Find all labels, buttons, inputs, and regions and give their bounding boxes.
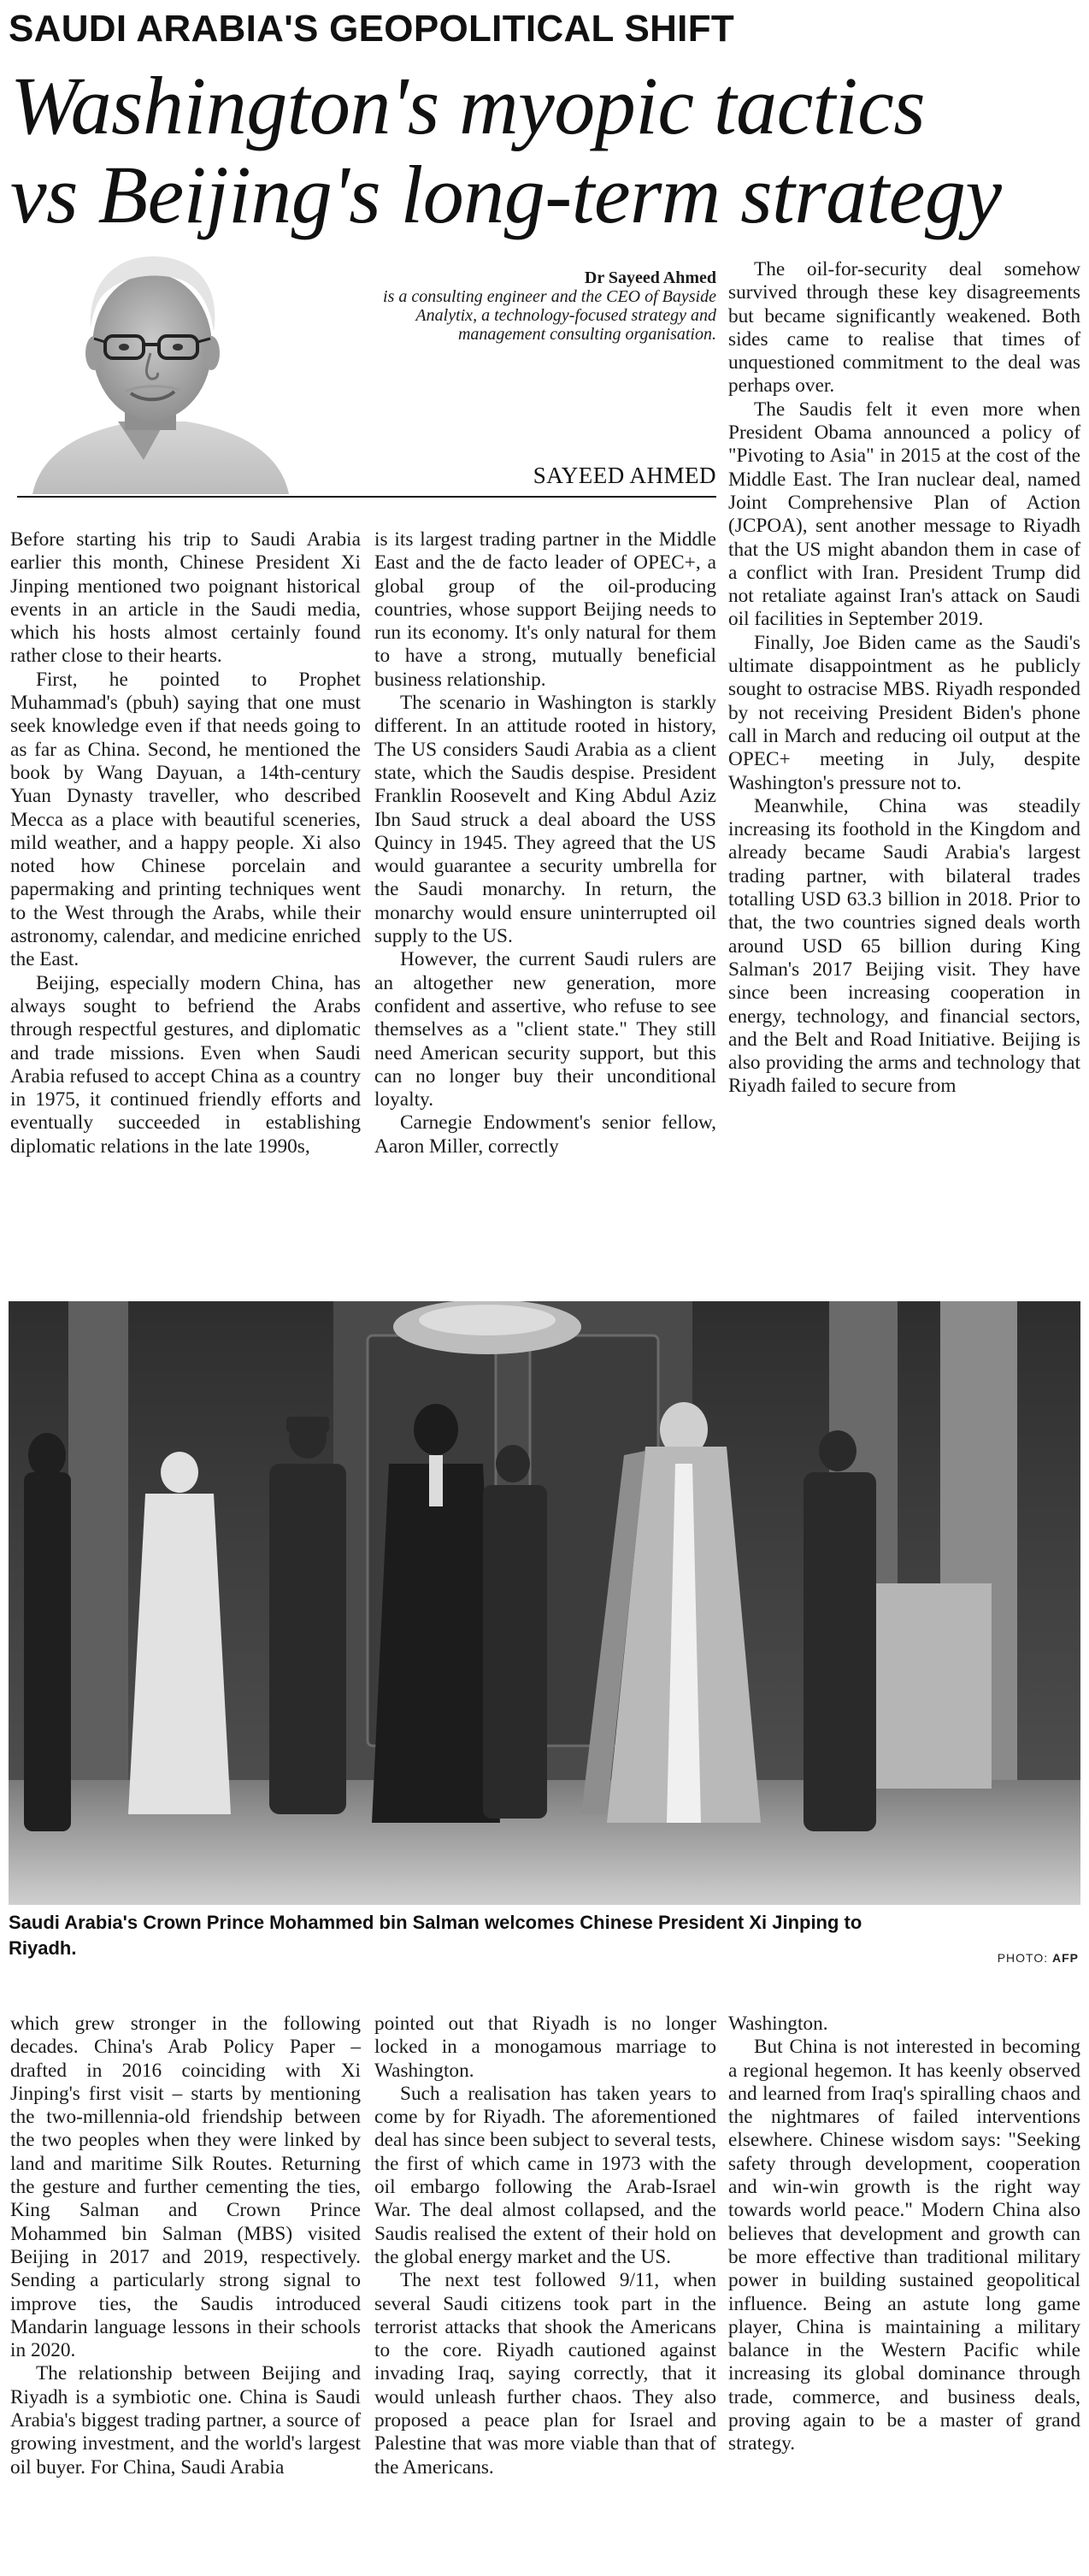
paragraph: But China is not interested in becoming a regional hegemon. It has keenly observed and learned from Iraq's spiralling chaos and the nightmares of failed interventions elsewhere. Chinese wisdom says: "Seeking safety through development, cooperation and win-win growth is the right way towards world peace." Modern China also believes that development and growth can be more effective than traditional military power in building sustained geopolitical influence. Being an astute long game player, China is maintaining a military balance in the Western Pacific while increasing its global dominance through trade, commerce, and business deals, proving again to be a master of grand strategy. <box>728 2036 1080 2455</box>
paragraph: The scenario in Washington is starkly different. In an attitude rooted in history, The US considers Saudi Arabia as a client state, which the Saudis despise. President Franklin Roosevelt and King Abdul Aziz Ibn Saud struck a deal aboard the USS Quincy in 1945. They agreed that the US would guarantee a security umbrella for the Saudi monarchy. In return, the monarchy would ensure uninterrupted oil supply to the US. <box>374 692 716 948</box>
author-bio <box>359 268 716 344</box>
paragraph: is its largest trading partner in the Middle East and the de facto leader of OPEC+, a global group of the oil-producing countries, whose support Beijing needs to run its economy. It's only natural for them to have a strong, mutually beneficial business relationship. <box>374 528 716 691</box>
paragraph: which grew stronger in the following decades. China's Arab Policy Paper – drafted in 2016 coinciding with Xi Jinping's first visit – starts by mentioning the two-millennia-old friendship between the two peoples when they were linked by land and maritime Silk Routes. Returning the gesture and further cementing the ties, King Salman and Crown Prince Mohammed bin Salman (MBS) visited Beijing in 2017 and 2019, respectively. Sending a particularly strong signal to improve ties, the Saudis introduced Mandarin language lessons in their schools in 2020. <box>10 2013 361 2362</box>
photo-credit <box>998 1951 1079 1965</box>
paragraph: Beijing, especially modern China, has always sought to befriend the Arabs through respectful gestures, and diplomatic and trade missions. Even when Saudi Arabia refused to accept China as a country in 1975, it continued friendly efforts and eventually succeeded in establishing diplomatic relations in the late 1990s, <box>10 971 361 1158</box>
headline-line-2: vs Beijing's long-term strategy <box>10 149 1002 240</box>
bottom-column-1 <box>10 2013 361 2479</box>
paragraph: First, he pointed to Prophet Muhammad's (pbuh) saying that one must seek knowledge even if that needs going to as far as China. Second, he mentioned the book by Wang Dayuan, a 14th-century Yuan Dynasty traveller, who described Mecca as a place with beautiful sceneries, mild weather, and a happy people. Xi also noted how Chinese porcelain and papermaking and printing techniques went to the West through the Arabs, while their astronomy, calendar, and medicine enriched the East. <box>10 668 361 971</box>
paragraph: Meanwhile, China was steadily increasing its foothold in the Kingdom and already became Saudi Arabia's largest trading partner, with bilateral trades totalling USD 63.3 billion in 2018. Prior to that, the two countries signed deals worth around USD 65 billion during King Salman's 2017 Beijing visit. They have since been increasing cooperation in energy, technology, and financial sectors, and the Belt and Road Initiative. Beijing is also providing the arms and technology that Riyadh failed to secure from <box>728 794 1080 1098</box>
byline: SAYEED AHMED <box>533 463 716 488</box>
top-column-2 <box>374 528 716 1158</box>
paragraph: The relationship between Beijing and Riyadh is a symbiotic one. China is Saudi Arabia's biggest trading partner, a source of growing investment, and the world's largest oil buyer. For China, Saudi Arabia <box>10 2362 361 2479</box>
headline <box>10 62 1082 239</box>
author-description: is a consulting engineer and the CEO of Bayside Analytix, a technology-focused strategy and management consulting organisation. <box>383 287 716 344</box>
paragraph: Such a realisation has taken years to come by for Riyadh. The aforementioned deal has since been subject to several tests, the first of which came in 1973 with the oil embargo following the Arab-Israel War. The deal almost collapsed, and the Saudis realised the extent of their hold on the global energy market and the US. <box>374 2082 716 2268</box>
top-column-3 <box>728 258 1080 1099</box>
bottom-column-3 <box>728 2013 1080 2456</box>
photo-credit-label: PHOTO: <box>997 1951 1049 1965</box>
paragraph: The Saudis felt it even more when President Obama announced a policy of "Pivoting to Asia" in 2015 at the cost of the Middle East. The Iran nuclear deal, named Joint Comprehensive Plan of Action (JCPOA), sent another message to Riyadh that the US might abandon them in case of a conflict with Iran. President Trump did not retaliate against Iran's attack on Saudi oil facilities in September 2019. <box>728 398 1080 631</box>
headline-line-1: Washington's myopic tactics <box>10 60 926 151</box>
author-portrait-image <box>15 246 297 494</box>
top-column-1 <box>10 528 361 1158</box>
photo-credit-source: AFP <box>1052 1951 1079 1965</box>
paragraph: Washington. <box>728 2013 828 2035</box>
section-kicker: SAUDI ARABIA'S GEOPOLITICAL SHIFT <box>9 8 735 50</box>
paragraph: However, the current Saudi rulers are an altogether new generation, more confident and assertive, who refuse to see themselves as a "client state." They still need American security support, but this can no longer buy their unconditional loyalty. <box>374 948 716 1111</box>
paragraph: Before starting his trip to Saudi Arabia earlier this month, Chinese President Xi Jinping mentioned two poignant historical events in an article in the Saudi media, which his hosts almost certainly found rather close to their hearts. <box>10 528 361 668</box>
bottom-column-2 <box>374 2013 716 2479</box>
news-photo <box>9 1301 1080 1905</box>
paragraph: The oil-for-security deal somehow survived through these key disagreements but became significantly weakened. Both sides came to realise that times of unquestioned commitment to the deal was perhaps over. <box>728 258 1080 398</box>
paragraph: pointed out that Riyadh is no longer locked in a monogamous marriage to Washington. <box>374 2013 716 2082</box>
author-portrait <box>15 246 297 494</box>
news-photo-image <box>9 1301 1080 1905</box>
paragraph: The next test followed 9/11, when several Saudi citizens took part in the terrorist attacks that shook the Americans to the core. Riyadh cautioned against invading Iraq, saying correctly, that it would unleash further chaos. They also proposed a peace plan for Israel and Palestine that was more viable than that of the Americans. <box>374 2269 716 2479</box>
photo-caption: Saudi Arabia's Crown Prince Mohammed bin Salman welcomes Chinese President Xi Jinping to Riyadh. <box>9 1912 862 1959</box>
author-name: Dr Sayeed Ahmed <box>584 268 716 287</box>
paragraph: Carnegie Endowment's senior fellow, Aaron Miller, correctly <box>374 1111 716 1158</box>
paragraph: Finally, Joe Biden came as the Saudi's ultimate disappointment as he publicly sought to ostracise MBS. Riyadh responded by not receiving President Biden's phone call in March and reducing oil output at the OPEC+ meeting in July, despite Washington's pressure not to. <box>728 631 1080 794</box>
byline-rule <box>17 496 716 498</box>
